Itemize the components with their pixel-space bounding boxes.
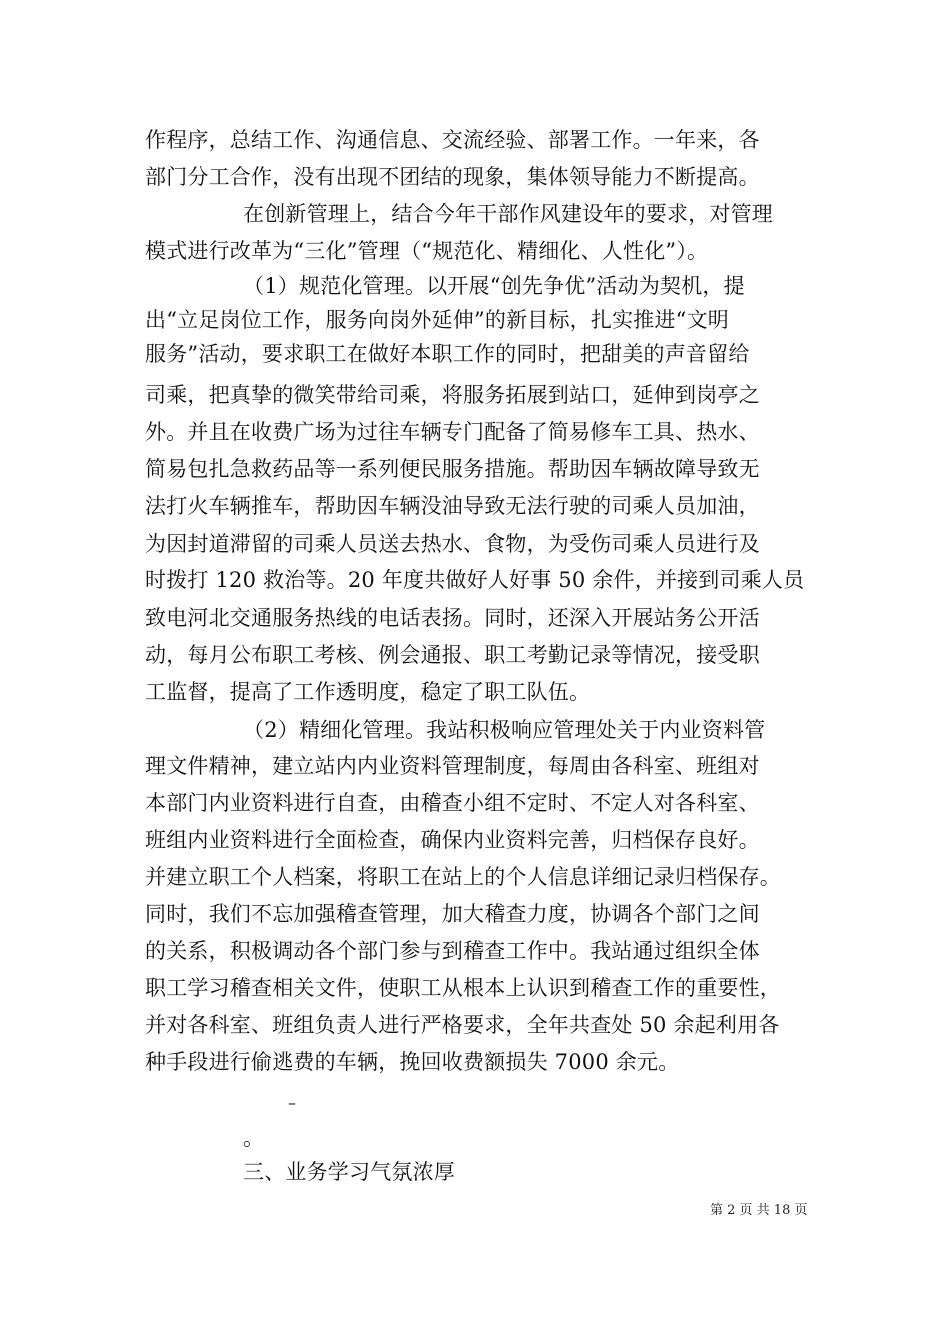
- text-line: 外。并且在收费广场为过往车辆专门配备了简易修车工具、热水、: [145, 420, 760, 444]
- dash-mark: –: [288, 1093, 297, 1112]
- text-line: 种手段进行偷逃费的车辆，挽回收费额损失 7000 余元。: [145, 1050, 680, 1074]
- text-line: 服务”活动，要求职工在做好本职工作的同时，把甜美的声音留给: [145, 342, 750, 366]
- text-line: 工监督，提高了工作透明度，稳定了职工队伍。: [145, 680, 591, 704]
- text-line: 致电河北交通服务热线的电话表扬。同时，还深入开展站务公开活: [145, 606, 760, 630]
- text-line: 班组内业资料进行全面检查，确保内业资料完善，归档保存良好。: [145, 828, 760, 852]
- text-line: 部门分工合作，没有出现不团结的现象，集体领导能力不断提高。: [145, 165, 760, 189]
- text-line: 作程序，总结工作、沟通信息、交流经验、部署工作。一年来，各: [145, 128, 760, 152]
- text-line: 法打火车辆推车，帮助因车辆没油导致无法行驶的司乘人员加油，: [145, 494, 760, 518]
- page-number-footer: 第 2 页 共 18 页: [710, 1203, 808, 1218]
- text-line: 司乘，把真挚的微笑带给司乘，将服务拓展到站口，延伸到岗亭之: [145, 383, 760, 407]
- text-line: 时拨打 120 救治等。20 年度共做好人好事 50 余件，并接到司乘人员: [145, 568, 805, 592]
- text-line: 并建立职工个人档案，将职工在站上的个人信息详细记录归档保存。: [145, 865, 781, 889]
- text-line: 同时，我们不忘加强稽查管理，加大稽查力度，协调各个部门之间: [145, 902, 760, 926]
- period-mark: 。: [243, 1126, 265, 1150]
- text-line: （2）精细化管理。我站积极响应管理处关于内业资料管: [243, 718, 766, 742]
- text-line: 模式进行改革为“三化”管理（“规范化、精细化、人性化”）。: [145, 239, 709, 263]
- text-line: 的关系，积极调动各个部门参与到稽查工作中。我站通过组织全体: [145, 939, 760, 963]
- text-line: 职工学习稽查相关文件，使职工从根本上认识到稽查工作的重要性，: [145, 976, 781, 1000]
- text-line: 简易包扎急救药品等一系列便民服务措施。帮助因车辆故障导致无: [145, 457, 760, 481]
- text-line: 出“立足岗位工作，服务向岗外延伸”的新目标，扎实推进“文明: [145, 308, 730, 332]
- text-line: 并对各科室、班组负责人进行严格要求，全年共查处 50 余起利用各: [145, 1013, 780, 1037]
- text-line: 本部门内业资料进行自查，由稽查小组不定时、不定人对各科室、: [145, 791, 760, 815]
- text-line: 动，每月公布职工考核、例会通报、职工考勤记录等情况，接受职: [145, 643, 760, 667]
- text-line: 理文件精神，建立站内内业资料管理制度，每周由各科室、班组对: [145, 754, 760, 778]
- text-line: 在创新管理上，结合今年干部作风建设年的要求，对管理: [243, 202, 773, 226]
- text-line: （1）规范化管理。以开展“创先争优”活动为契机，提: [243, 274, 745, 298]
- text-line: 为因封道滞留的司乘人员送去热水、食物，为受伤司乘人员进行及: [145, 532, 760, 556]
- section-heading: 三、业务学习气氛浓厚: [243, 1160, 455, 1184]
